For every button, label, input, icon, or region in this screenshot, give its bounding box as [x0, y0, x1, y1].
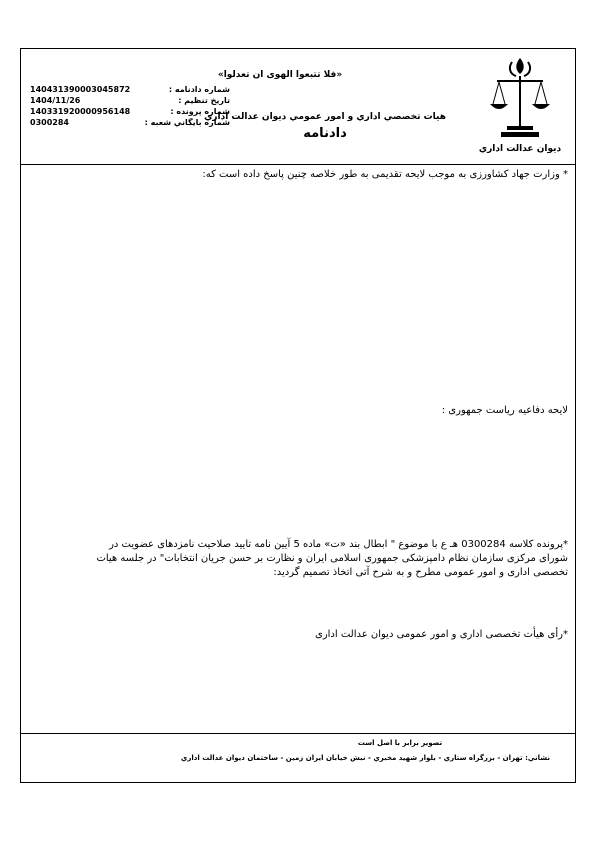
meta-value: 140331920000956148: [30, 107, 131, 116]
scales-emblem-icon: [485, 56, 555, 142]
footer-divider: [20, 733, 576, 734]
meta-row: [30, 84, 230, 95]
meta-label: تاريخ تنظيم :: [178, 96, 230, 105]
meta-label: شماره بايگاني شعبه :: [144, 118, 230, 127]
emblem-block: [475, 56, 565, 154]
page-title: دادنامه: [303, 126, 347, 141]
board-name: هيات تخصصي اداري و امور عمومي ديوان عدالت اداري: [204, 112, 446, 122]
certified-copy-note: تصوير برابر با اصل است: [357, 739, 443, 747]
emblem-label: ديوان عدالت اداري: [478, 144, 562, 154]
meta-label: شماره پرونده :: [170, 107, 230, 116]
intro-paragraph: * وزارت جهاد کشاورزی به موجب لايحه تقديمی به طور خلاصه چنين پاسخ داده است که:: [202, 169, 568, 180]
meta-row: [30, 95, 230, 106]
meta-value: 1404/11/26: [30, 96, 81, 105]
header-divider: [20, 164, 576, 165]
vote-heading: *رأی هيأت تخصصی اداری و امور عمومی ديوان عدالت اداری: [315, 629, 568, 640]
meta-value: 0300284: [30, 118, 69, 127]
meta-row: [30, 106, 230, 117]
meta-row: [30, 117, 230, 128]
defense-heading: لايحه دفاعيه رياست جمهوری :: [441, 405, 568, 416]
case-summary-line: *پرونده كلاسه 0300284 هـ ع با موضوع " ابطال بند «ت» ماده 5 آيين نامه تاييد صلاحيت نامزدهای عضويت در: [109, 539, 568, 550]
meta-label: شماره دادنامه :: [168, 85, 230, 94]
meta-value: 140431390003045872: [30, 85, 131, 94]
basmala-verse: «فلا تتبعوا الهوى ان تعدلوا»: [217, 70, 343, 80]
case-summary-line: تخصصی اداری و امور عمومی مطرح و به شرح آتی اتخاذ تصميم گرديد:: [273, 567, 568, 578]
address-line: نشاني: تهران - بزرگراه ستاري - بلوار شهيد مخبري - نبش خيابان ايران زمين - ساختمان ديوان عدالت اداري: [180, 754, 550, 762]
case-metadata: [30, 84, 230, 128]
case-summary-line: شورای مرکزی سازمان نظام دامپزشکی جمهوری اسلامی ايران و نظارت بر حسن جريان انتخابات" در جلسه هيات: [96, 553, 568, 564]
